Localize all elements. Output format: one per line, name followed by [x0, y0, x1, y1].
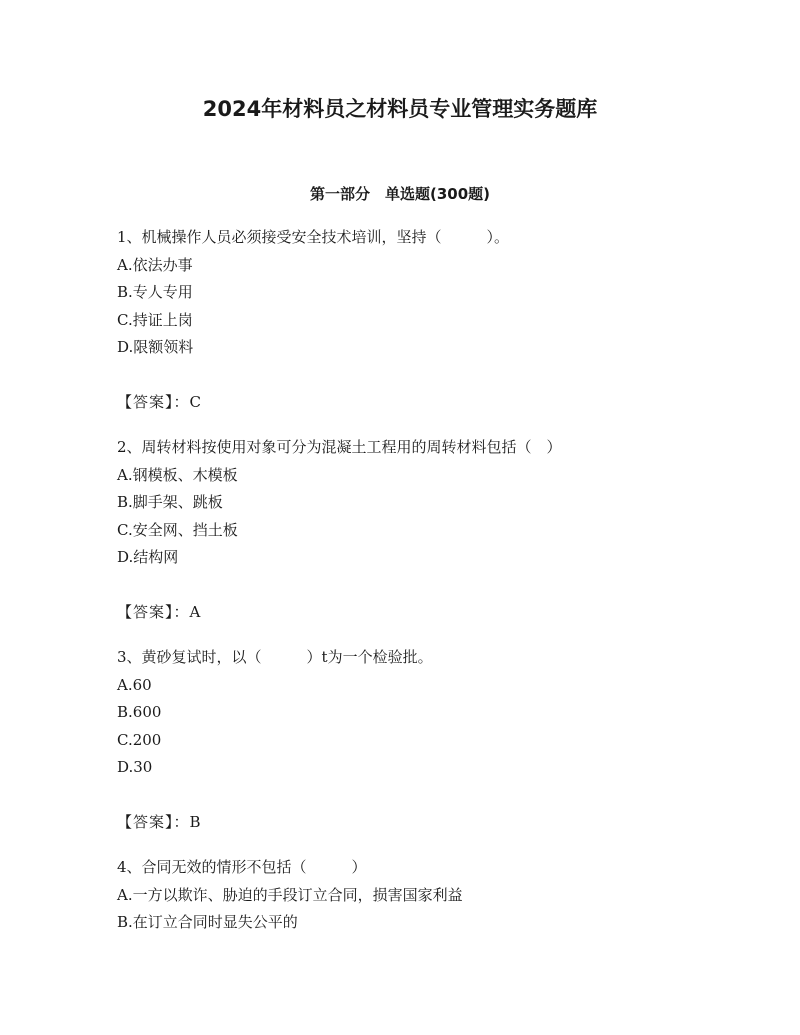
- question-stem: 1、机械操作人员必须接受安全技术培训，坚持（ ）。: [117, 228, 510, 246]
- option-a: A.60: [117, 675, 152, 694]
- answer-line: [117, 809, 697, 837]
- question-1: [117, 224, 697, 416]
- answer-line: [117, 389, 697, 417]
- answer-label: 【答案】：: [117, 812, 190, 831]
- option-d: D.30: [117, 758, 153, 776]
- option-a: A.一方以欺诈、胁迫的手段订立合同，损害国家利益: [117, 885, 463, 904]
- question-3: [117, 644, 697, 836]
- question-stem: 4、合同无效的情形不包括（ ）: [117, 858, 367, 876]
- option-b: B.脚手架、跳板: [117, 493, 223, 511]
- option-b: B.在订立合同时显失公平的: [117, 913, 298, 931]
- option-c: C.200: [117, 730, 162, 749]
- question-list: [117, 224, 697, 937]
- answer-label: 【答案】：: [117, 392, 190, 411]
- question-stem: 2、周转材料按使用对象可分为混凝土工程用的周转材料包括（ ）: [117, 438, 562, 456]
- option-c: C.安全网、挡土板: [117, 520, 238, 539]
- option-b: B.专人专用: [117, 283, 193, 301]
- question-stem: 3、黄砂复试时，以（ ）t为一个检验批。: [117, 648, 433, 666]
- option-a: A.钢模板、木模板: [117, 465, 238, 484]
- option-d: D.限额领料: [117, 338, 194, 356]
- answer-line: [117, 599, 697, 627]
- answer-value: A: [189, 602, 201, 621]
- question-4: [117, 854, 697, 937]
- answer-value: C: [189, 392, 201, 411]
- option-b: B.600: [117, 703, 162, 721]
- option-a: A.依法办事: [117, 255, 193, 274]
- answer-label: 【答案】：: [117, 602, 190, 621]
- question-2: [117, 434, 697, 626]
- answer-value: B: [189, 812, 201, 831]
- document-title: 2024年材料员之材料员专业管理实务题库: [202, 97, 598, 121]
- section-title: 第一部分 单选题(300题): [309, 185, 491, 203]
- option-d: D.结构网: [117, 548, 179, 566]
- option-c: C.持证上岗: [117, 310, 193, 329]
